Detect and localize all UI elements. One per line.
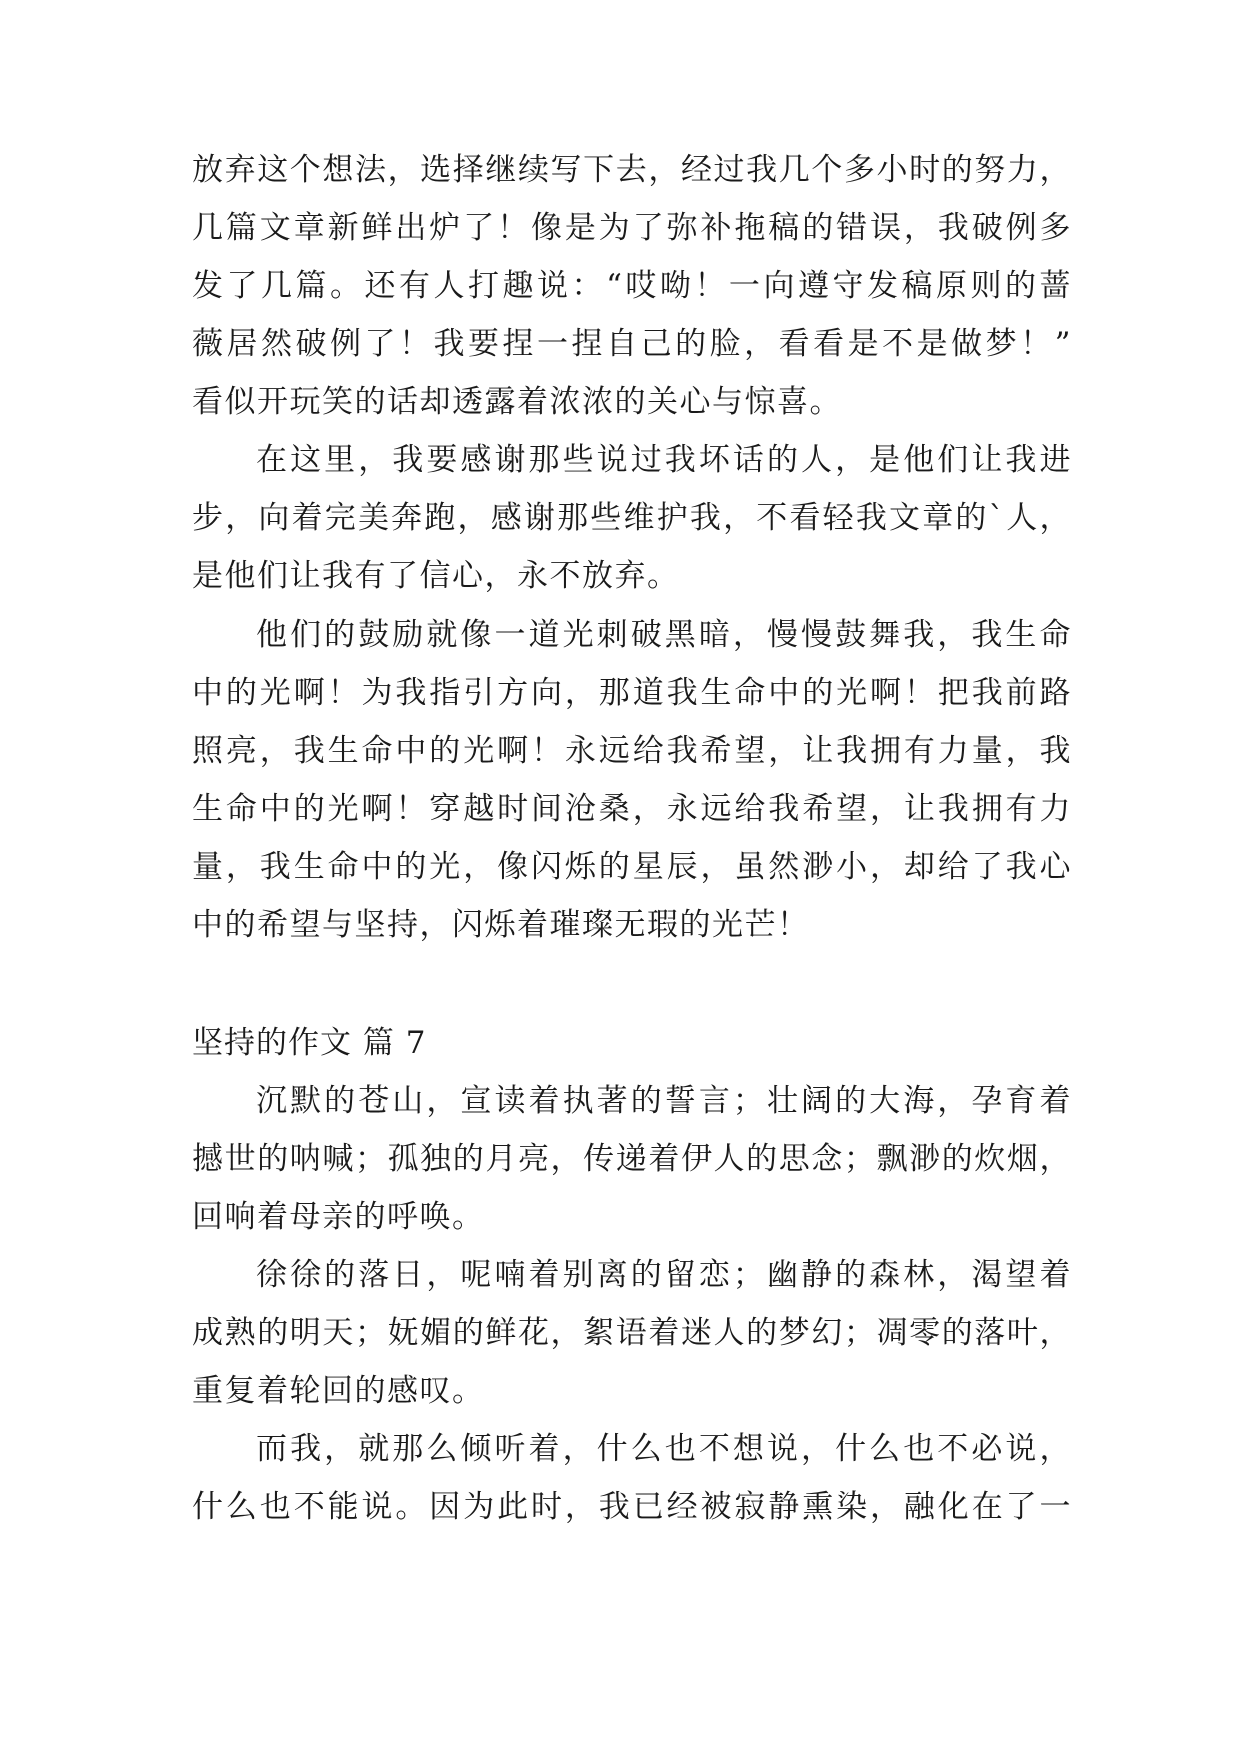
paragraph-line: 生命中的光啊！穿越时间沧桑，永远给我希望，让我拥有力 — [192, 791, 1072, 827]
paragraph-line: 薇居然破例了！我要捏一捏自己的脸，看看是不是做梦！” — [192, 326, 1072, 362]
paragraph-line: 中的光啊！为我指引方向，那道我生命中的光啊！把我前路 — [192, 675, 1072, 711]
section-heading: 坚持的作文 篇 7 — [192, 1025, 427, 1061]
paragraph-line: 步，向着完美奔跑，感谢那些维护我，不看轻我文章的`人， — [192, 500, 1072, 536]
paragraph-line: 成熟的明天；妩媚的鲜花，絮语着迷人的梦幻；凋零的落叶， — [192, 1315, 1072, 1351]
paragraph-line: 沉默的苍山，宣读着执著的誓言；壮阔的大海，孕育着 — [256, 1083, 1072, 1119]
paragraph-line: 发了几篇。还有人打趣说：“哎呦！一向遵守发稿原则的蔷 — [192, 268, 1072, 304]
paragraph-line: 而我，就那么倾听着，什么也不想说，什么也不必说， — [256, 1431, 1072, 1467]
paragraph-line: 什么也不能说。因为此时，我已经被寂静熏染，融化在了一 — [192, 1489, 1072, 1525]
paragraph-line: 放弃这个想法，选择继续写下去，经过我几个多小时的努力， — [192, 152, 1072, 188]
paragraph-line: 看似开玩笑的话却透露着浓浓的关心与惊喜。 — [192, 384, 842, 420]
paragraph-line: 中的希望与坚持，闪烁着璀璨无瑕的光芒！ — [192, 907, 810, 943]
paragraph-line: 照亮，我生命中的光啊！永远给我希望，让我拥有力量，我 — [192, 733, 1072, 769]
paragraph-line: 撼世的呐喊；孤独的月亮，传递着伊人的思念；飘渺的炊烟， — [192, 1141, 1072, 1177]
paragraph-line: 几篇文章新鲜出炉了！像是为了弥补拖稿的错误，我破例多 — [192, 210, 1072, 246]
paragraph-line: 在这里，我要感谢那些说过我坏话的人，是他们让我进 — [256, 442, 1072, 478]
paragraph-line: 他们的鼓励就像一道光刺破黑暗，慢慢鼓舞我，我生命 — [256, 617, 1072, 653]
paragraph-line: 是他们让我有了信心，永不放弃。 — [192, 558, 680, 594]
paragraph-line: 徐徐的落日，呢喃着别离的留恋；幽静的森林，渴望着 — [256, 1257, 1072, 1293]
paragraph-line: 重复着轮回的感叹。 — [192, 1373, 485, 1409]
paragraph-line: 回响着母亲的呼唤。 — [192, 1199, 485, 1235]
paragraph-line: 量，我生命中的光，像闪烁的星辰，虽然渺小，却给了我心 — [192, 849, 1072, 885]
